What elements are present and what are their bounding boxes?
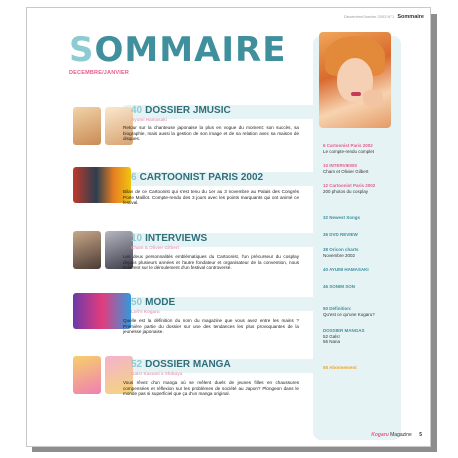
footer-mag: Magazine — [390, 432, 412, 438]
page-subtitle: DECEMBRE/JANVIER — [69, 70, 130, 76]
sidebar-item: 40 AYUMI HAMASAKI — [323, 267, 369, 272]
section-body: Retour sur la chanteuse japonaise la plus en vogue du moment: son succès, sa biographie, mais aussi la gestion de son image et de sa relation avec sa maison de disques. — [123, 125, 299, 142]
section-title: 40 DOSSIER JMUSIC — [131, 105, 231, 116]
section-subtitle: Ayumi Hamasaki — [131, 117, 167, 122]
title-rest: OMMAIRE — [94, 30, 287, 70]
page-shadow-bottom — [32, 447, 437, 452]
header-topline — [344, 14, 424, 20]
section-title: 10 INTERVIEWS — [131, 233, 208, 244]
manga-thumb-1 — [73, 356, 101, 394]
section-title: 6 CARTOONIST PARIS 2002 — [131, 172, 264, 183]
page-title — [69, 30, 286, 70]
section-body: Quelle est la définition du nom du magazine que vous avez entre les mains ? Première partie du dossier sur une des tendances les plus provoquantes de la jeunesse japonaise. — [123, 318, 299, 335]
footer-brand: Kogaru — [371, 432, 389, 438]
section-subtitle: Cham & Olivier Gilbert — [131, 245, 180, 250]
section-body: Les deux personnalités emblématiques du Cartoonist, l'un précurseur du cosplay depuis plusieurs années et l'autre fondateur et organisateur de la convention, nous éclairent sur le déroulement d'un festival controversé. — [123, 254, 299, 271]
sidebar-item: 12 Cartoonist Paris 2002 200 photos du cosplay — [323, 183, 376, 194]
hero-photo — [319, 32, 391, 128]
sidebar-item: 10 INTERVIEWS Cham et Olivier Gilbert — [323, 163, 369, 174]
sidebar-item: 36 DVD REVIEW — [323, 232, 358, 237]
magazine-page — [26, 7, 431, 447]
section-body: Vous rêvez d'un manga où se mêlent duels de jeunes filles en chaussures compensées et réflexion sur les problèmes de société au Japon? Plongeon dans le monde pas si superficiel que ça d'un manga original. — [123, 380, 299, 397]
page-footer — [371, 432, 422, 438]
jmusic-thumb-1 — [73, 107, 101, 145]
section-title: 50 MODE — [131, 297, 176, 308]
title-first-letter: S — [69, 30, 95, 70]
sidebar-item: 46 SONIM SON — [323, 284, 356, 289]
page-number: 5 — [419, 432, 422, 438]
interview-thumb-1 — [73, 231, 101, 269]
section-subtitle: Loli's Kogaru — [131, 309, 160, 314]
sidebar-item: 50 Définition: Qu'est ce qu'une Kogaru? — [323, 306, 375, 317]
section-title: 52 DOSSIER MANGA — [131, 359, 231, 370]
page-shadow-right — [431, 14, 437, 450]
sidebar-item: DOSSIER MANGAS 52 Gals! 56 Nana — [323, 328, 365, 344]
sidebar-item: 32 Newest Songs — [323, 215, 361, 220]
section-subtitle: Gals! Kasumi à Shibuya — [131, 371, 183, 376]
section-label: Sommaire — [397, 14, 424, 20]
sidebar-item: 6 Cartoonist Paris 2002 Le compte-rendu complet — [323, 143, 375, 154]
issue-line: Décembre/Janvier 2003 N°1 — [343, 14, 395, 19]
sidebar-item: 58 Abonnement — [323, 365, 357, 370]
section-body: Bilan de ce Cartoonist qui s'est tenu du 1er au 3 novembre au Palais des Congrès Porte Maillot. Compte-rendu des 3 jours avec les points marquants qui ont animé ce festival. — [123, 189, 299, 206]
sidebar-item: 38 Oricon charts Novembre 2002 — [323, 247, 359, 258]
